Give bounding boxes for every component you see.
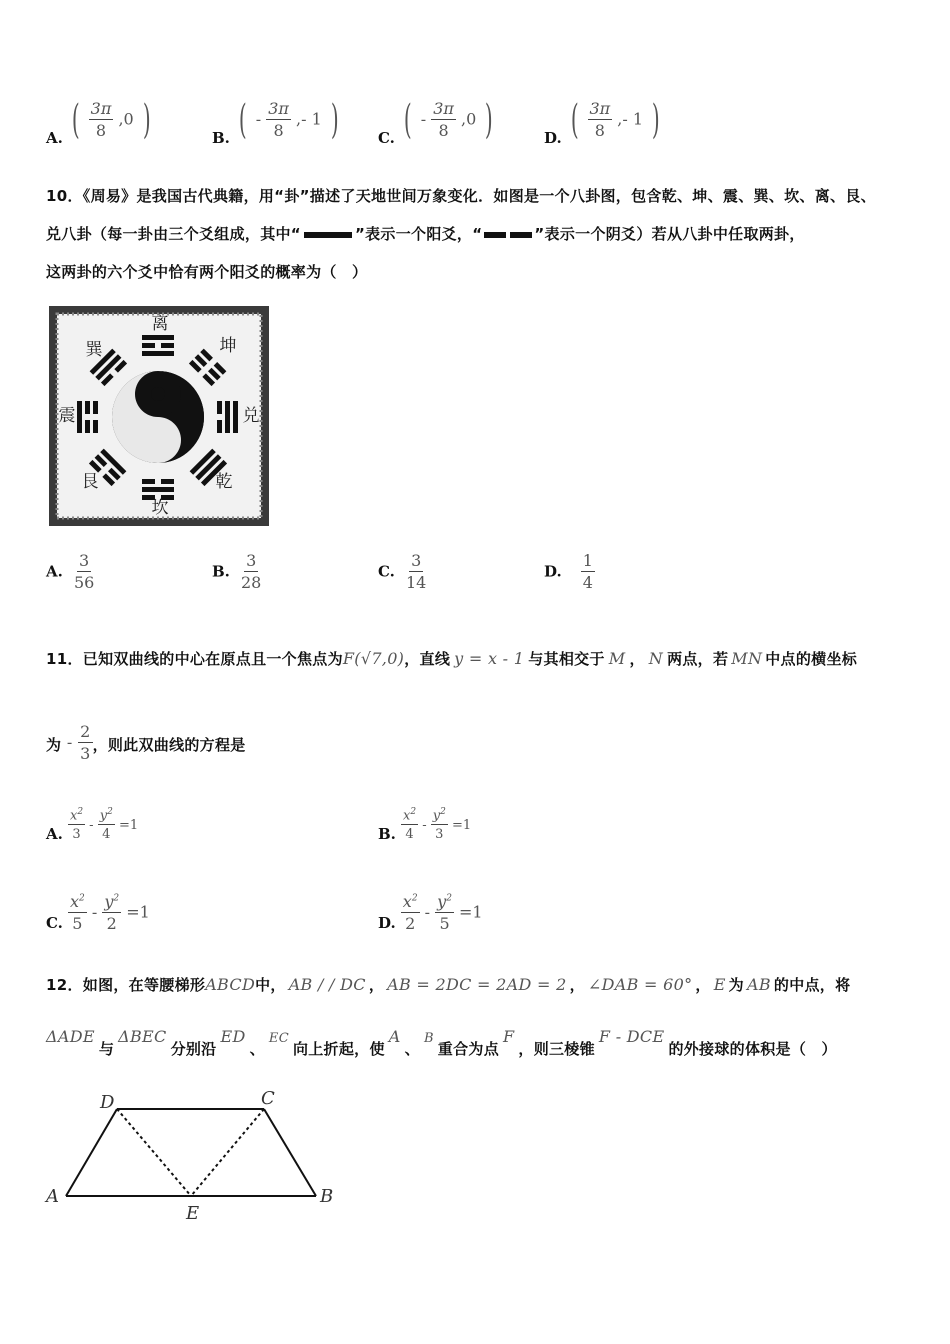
q10-option-a[interactable]: A. $\frac{3}{56}$ (46, 551, 95, 592)
trapezoid-figure (44, 1086, 344, 1226)
trigram-top-left-label: 巽 (85, 340, 103, 360)
taiji-icon (112, 371, 204, 463)
q10-line2: 兑八卦（每一卦由三个爻组成，其中“ ”表示一个阳爻，“ ”表示一个阴爻）若从八卦中任取两卦， (46, 225, 805, 243)
q9-option-b[interactable]: B. ( - $\frac{3\pi}{8}$ ,- 1 ) (212, 97, 339, 147)
fraction: $\frac{3\pi}{8}$ (589, 99, 611, 140)
q11-option-c[interactable]: C. $\frac{x^2}{5}$ - $\frac{y^2}{2}$ =1 (46, 892, 150, 933)
fraction: $\frac{3\pi}{8}$ (90, 99, 112, 140)
vertex-e-label: E (186, 1203, 200, 1224)
fraction: $\frac{3\pi}{8}$ (433, 99, 454, 140)
q9-option-d[interactable]: D. ( $\frac{3\pi}{8}$ ,- 1 ) (544, 97, 660, 147)
q11-line1: 11．已知双曲线的中心在原点且一个焦点为F(√7,0)，直线 y = x - 1 与其相交于 M ， N 两点，若 MN 中点的横坐标 (46, 649, 858, 668)
q11-option-d[interactable]: D. $\frac{x^2}{2}$ - $\frac{y^2}{5}$ =1 (378, 892, 483, 933)
yin-line-icon (510, 232, 532, 238)
vertex-d-label: D (100, 1092, 115, 1113)
option-label: A. (46, 128, 63, 147)
q10-option-d[interactable]: D. $\frac{1}{4}$ (544, 551, 593, 592)
fraction: $\frac{2}{3}$ (80, 722, 91, 763)
q10-option-b[interactable]: B. $\frac{3}{28}$ (212, 551, 262, 592)
fraction: $\frac{3\pi}{8}$ (268, 99, 289, 140)
fraction: $\frac{3}{28}$ (241, 551, 262, 592)
q11-line2: 为 - $\frac{2}{3}$ ，则此双曲线的方程是 (46, 722, 246, 763)
trigram-bottom-label: 坎 (151, 498, 169, 518)
q12-line1: 12．如图，在等腰梯形ABCD中， AB / / DC ， AB = 2DC = 2AD = 2 ， ∠DAB = 60° ， E 为 AB 的中点，将 (46, 975, 851, 994)
bagua-figure (48, 305, 270, 527)
fraction: $\frac{1}{4}$ (582, 551, 593, 592)
q10-line3: 这两卦的六个爻中恰有两个阳爻的概率为（ ） (46, 263, 368, 281)
yin-line-icon (484, 232, 506, 238)
q10-option-c[interactable]: C. $\frac{3}{14}$ (378, 551, 427, 592)
trigram-top-label: 离 (151, 314, 169, 334)
q9-option-c[interactable]: C. ( - $\frac{3\pi}{8}$ ,0 ) (378, 97, 494, 147)
q11-option-a[interactable]: A. $\frac{x^2}{3}$ - $\frac{y^2}{4}$ =1 (46, 807, 139, 844)
q11-option-b[interactable]: B. $\frac{x^2}{4}$ - $\frac{y^2}{3}$ =1 (378, 807, 472, 844)
vertex-b-label: B (320, 1186, 334, 1207)
trigram-left-label: 震 (58, 406, 76, 426)
trigram-top-right-label: 坤 (219, 336, 237, 356)
fraction: $\frac{3}{56}$ (73, 551, 95, 592)
fraction: $\frac{3}{14}$ (406, 551, 427, 592)
q10-line1: 10．《周易》是我国古代典籍，用“卦”描述了天地世间万象变化．如图是一个八卦图，包含乾、坤、震、巽、坎、离、艮、 (46, 187, 876, 205)
trigram-bottom-right-label: 乾 (215, 472, 233, 492)
yang-line-icon (304, 232, 352, 238)
vertex-a-label: A (46, 1186, 59, 1207)
vertex-c-label: C (261, 1088, 275, 1109)
q12-line2: ΔADE与ΔBEC分别沿ED、EC向上折起，使A、B重合为点F，则三棱锥F - DCE的外接球的体积是（ ） (46, 1027, 837, 1058)
trigram-bottom-left-label: 艮 (81, 472, 99, 492)
trigram-right-label: 兑 (242, 406, 260, 426)
q9-option-a[interactable]: A. ( $\frac{3\pi}{8}$ ,0 ) (46, 97, 151, 147)
